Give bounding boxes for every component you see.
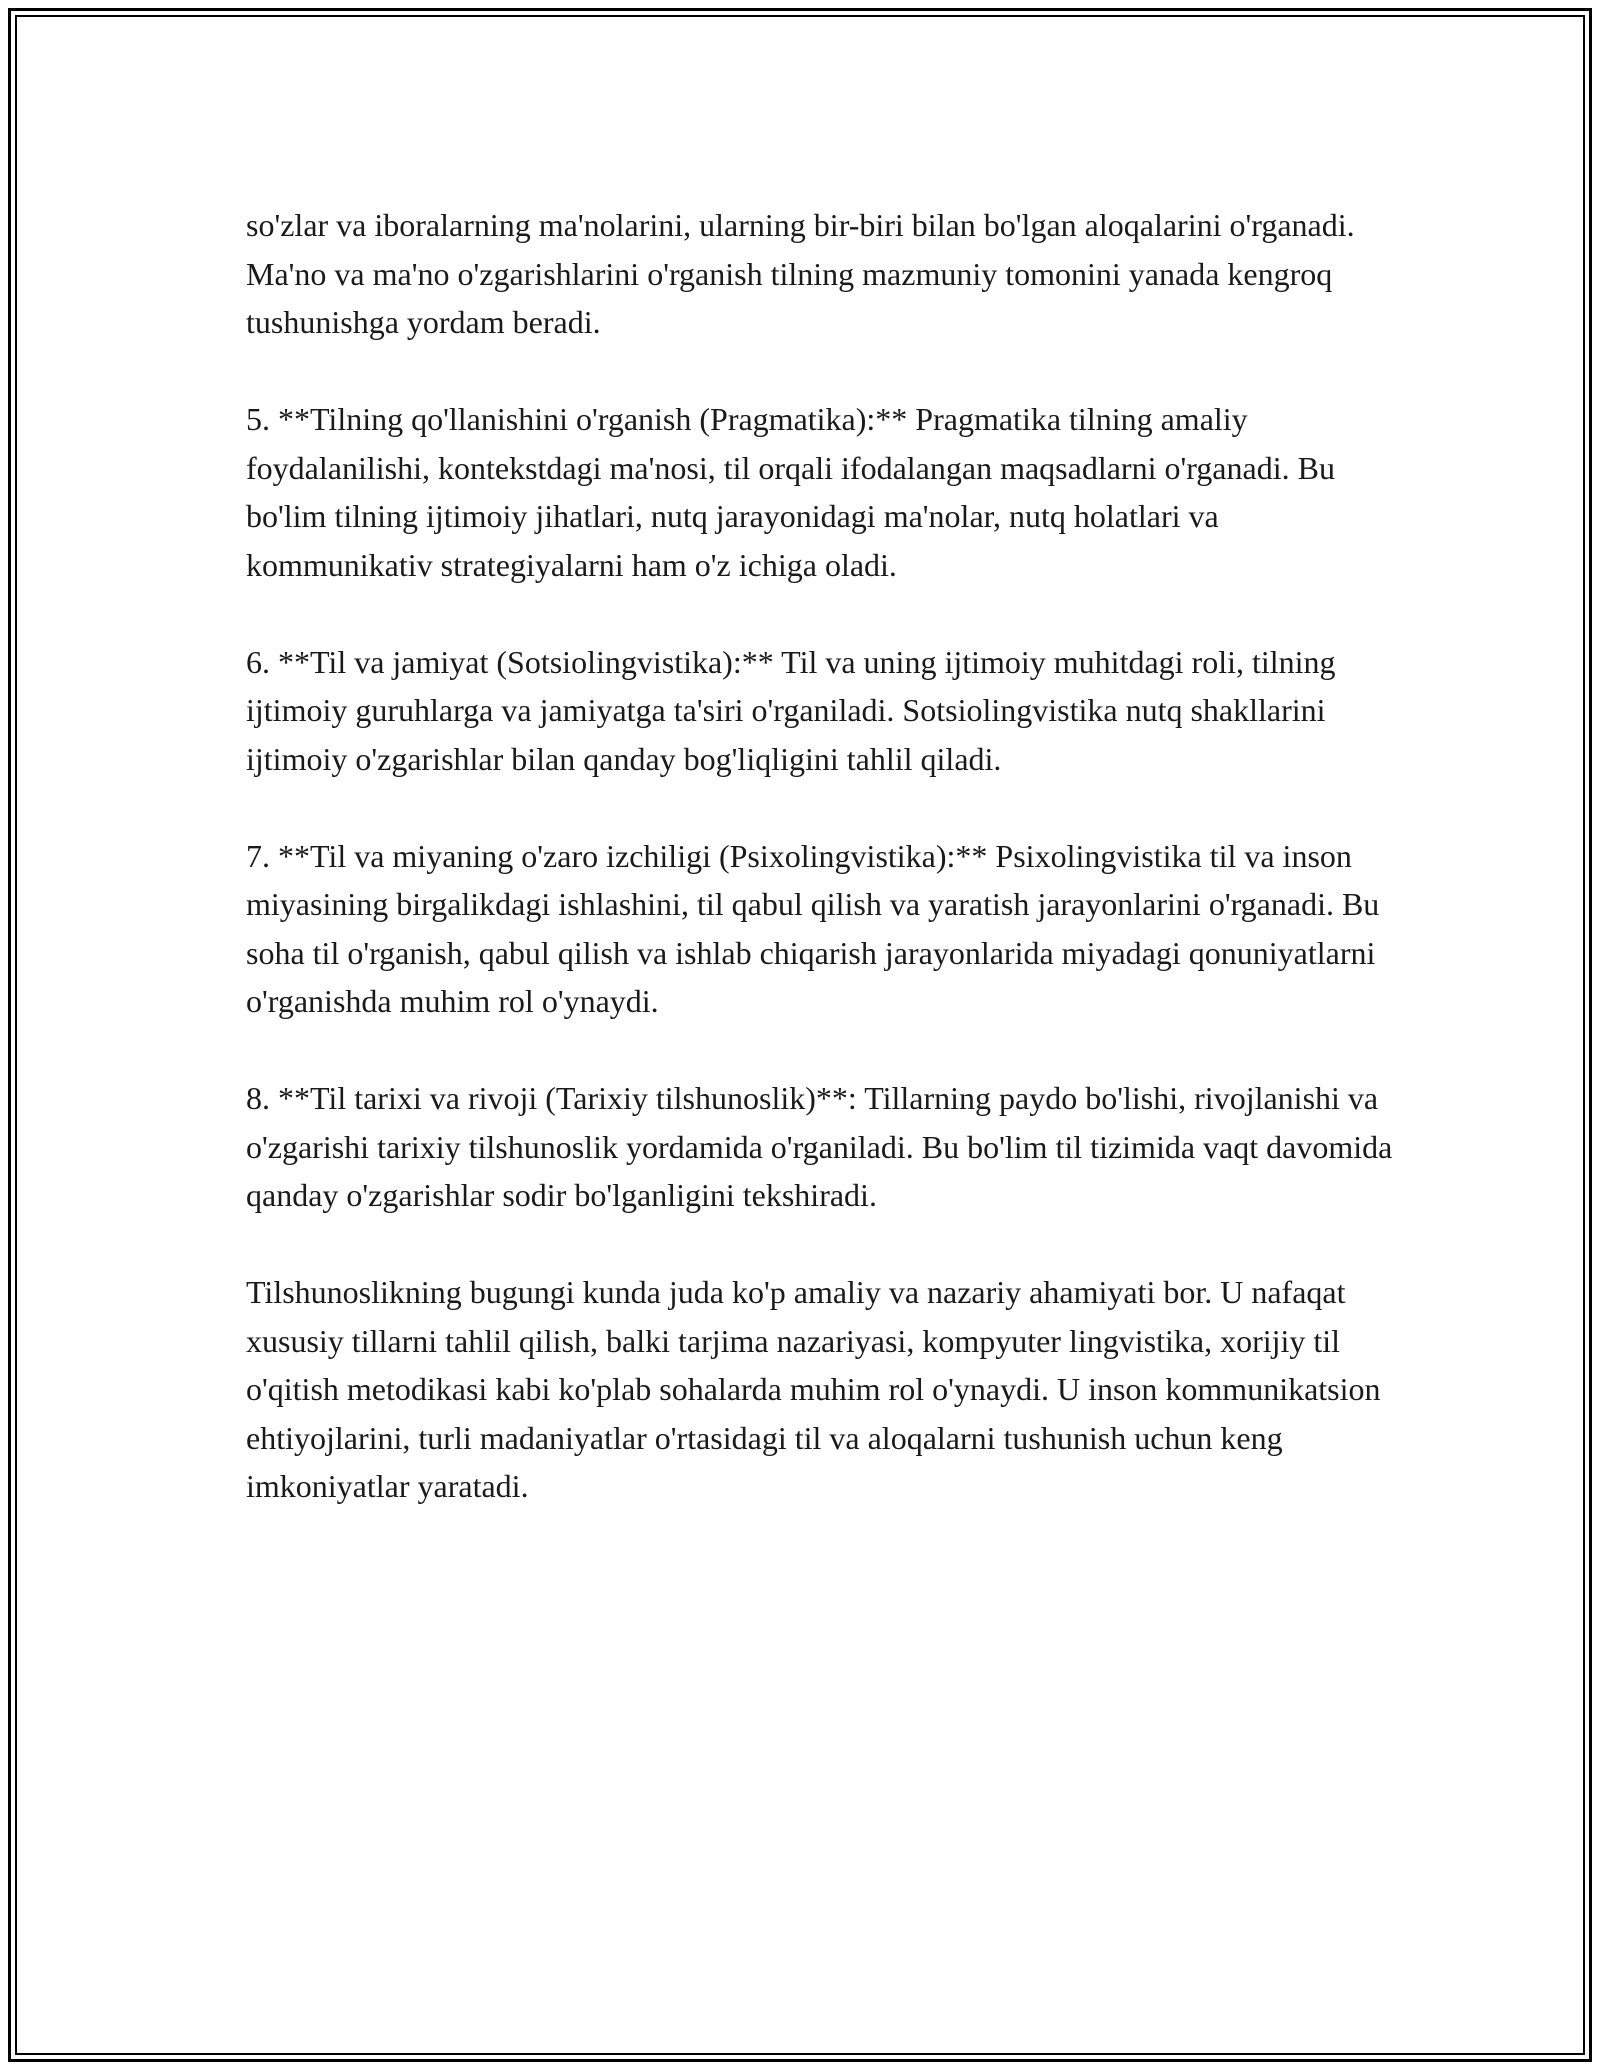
paragraph-psycholinguistics: 7. **Til va miyaning o'zaro izchiligi (Psixolingvistika):** Psixolingvistika til va inson miyasining birgalikdagi ishlashini, til qabul qilish va yaratish jarayonlarini o'rganadi. Bu soha til o'rganish, qabul qilish va ishlab chiqarish jarayonlarida miyadagi qonuniyatlarni o'rganishda muhim rol o'ynaydi. bbox=[246, 837, 1380, 1019]
paragraph-historical-linguistics: 8. **Til tarixi va rivoji (Tarixiy tilshunoslik)**: Tillarning paydo bo'lishi, rivojlanishi va o'zgarishi tarixiy tilshunoslik yordamida o'rganiladi. Bu bo'lim til tizimida vaqt davomida qanday o'zgarishlar sodir bo'lganligini tekshiradi. bbox=[246, 1080, 1393, 1213]
paragraph-sociolinguistics: 6. **Til va jamiyat (Sotsiolingvistika):** Til va uning ijtimoiy muhitdagi roli, tilning ijtimoiy guruhlarga va jamiyatga ta'siri o'rganiladi. Sotsiolingvistika nutq shakllarini ijtimoiy o'zgarishlar bilan qanday bog'liqligini tahlil qiladi. bbox=[246, 643, 1336, 777]
paragraph-conclusion: Tilshunoslikning bugungi kunda juda ko'p amaliy va nazariy ahamiyati bor. U nafaqat xususiy tillarni tahlil qilish, balki tarjima nazariyasi, kompyuter lingvistika, xorijiy til o'qitish metodikasi kabi ko'plab sohalarda muhim rol o'ynaydi. U inson kommunikatsion ehtiyojlarini, turli madaniyatlar o'rtasidagi til va aloqalarni tushunish uchun keng imkoniyatlar yaratadi. bbox=[246, 1274, 1381, 1504]
paragraph-semantics-continuation: so'zlar va iboralarning ma'nolarini, ularning bir-biri bilan bo'lgan aloqalarini o'rganadi. Ma'no va ma'no o'zgarishlarini o'rganish tilning mazmuniy tomonini yanada kengroq tushunishga yordam beradi. bbox=[246, 207, 1355, 340]
document-body bbox=[246, 201, 1396, 1511]
page-border bbox=[8, 8, 1592, 2062]
paragraph-pragmatics: 5. **Tilning qo'llanishini o'rganish (Pragmatika):** Pragmatika tilning amaliy foydalanilishi, kontekstdagi ma'nosi, til orqali ifodalangan maqsadlarni o'rganadi. Bu bo'lim tilning ijtimoiy jihatlari, nutq jarayonidagi ma'nolar, nutq holatlari va kommunikativ strategiyalarni ham o'z ichiga oladi. bbox=[246, 401, 1335, 583]
